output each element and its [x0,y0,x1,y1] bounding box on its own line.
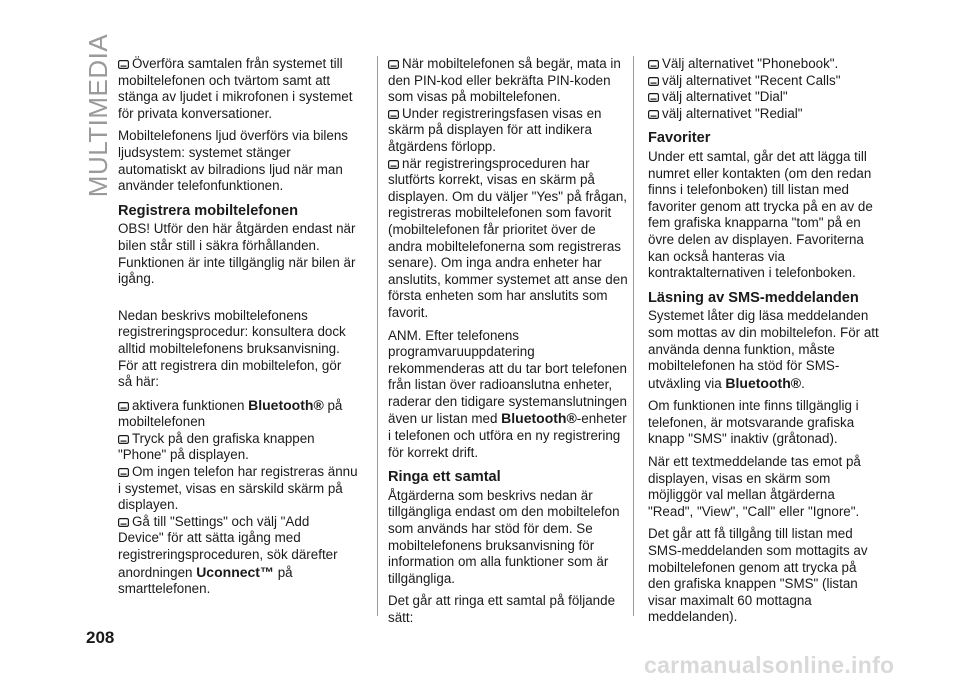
bullet-item: aktivera funktionen Bluetooth® på mobiltelefonen [118,396,343,430]
bullet-item: När mobiltelefonen så begär, mata in den PIN-kod eller bekräfta PIN-koden som visas på mobiltelefonen. [388,56,621,105]
phone-icon [118,468,129,476]
phone-icon [388,60,399,68]
paragraph: När ett textmeddelande tas emot på displayen, visas en skärm som möjliggör val mellan åtgärderna "Read", "View", "Call" eller "Ignore". [648,454,861,519]
bullet-item: när registreringsproceduren har slutförts korrekt, visas en skärm på displayen. Om du väljer "Yes" på frågan, registreras mobiltelefonen som favorit (mobiltelefonen får prioritet över de andra mobiltelefonerna som registreras senare). Om inga andra enheter har anslutits, kommer systemet att anse den första enheten som har anslutits som favorit. [388,155,628,320]
column-divider [377,56,378,616]
phone-icon [648,60,659,68]
phone-icon [648,110,659,118]
paragraph: Nedan beskrivs mobiltelefonens registreringsprocedur: konsultera dock alltid mobiltelefonens bruksanvisning. För att registrera din mobiltelefon, gör så här: [118,307,346,390]
phone-icon [388,110,399,118]
phone-icon [648,77,659,85]
bullet-item: Om ingen telefon har registreras ännu i systemet, visas en särskild skärm på displayen. [118,464,358,513]
bullet-item: Välj alternativet "Phonebook". [648,56,880,73]
paragraph: Om funktionen inte finns tillgänglig i telefonen, är motsvarande grafiska knapp "SMS" inaktiv (gråtonad). [648,398,859,447]
paragraph: Det går att ringa ett samtal på följande sätt: [388,593,616,625]
paragraph: ANM. Efter telefonens programvaruuppdatering rekommenderas att du tar bort telefonen från listan över radioanslutna enheter, raderar den tidigare systemanslutningen även ur listan med Bluetooth®-enheter i telefonen och utföra en ny registrering för korrekt drift. [388,327,627,460]
paragraph: Under ett samtal, går det att lägga till numret eller kontakten (om den redan finns i telefonboken) till listan med favoriter genom att trycka på en av de fem grafiska knapparna "tom" på en övre delen av displayen. Favoriterna kan också hanteras via kontraktalternativen i telefonboken. [648,148,873,281]
bullet-item: välj alternativet "Recent Calls" [648,73,880,90]
paragraph: Systemet låter dig läsa meddelanden som mottas av din mobiltelefon. För att använda denna funktion, måste mobiltelefonen ha stöd för SMS-utväxling via Bluetooth®. [648,308,879,391]
heading-sms-reading: Läsning av SMS-meddelanden [648,289,859,306]
bullet-item: Överföra samtalen från systemet till mobiltelefonen och tvärtom samt att stänga av ljudet i mikrofonen i systemet för privata konversationer. [118,56,353,121]
column-1 [118,56,358,598]
paragraph: Mobiltelefonens ljud överförs via bilens ljudsystem: systemet stänger automatiskt av bilradions ljud när man använder telefonfunktionen. [118,128,348,194]
section-title: MULTIMEDIA [83,33,114,197]
phone-icon [118,60,129,68]
phone-icon [118,435,129,443]
paragraph: OBS! Utför den här åtgärden endast när bilen står still i säkra förhållanden. Funktionen är inte tillgänglig när bilen är igång. [118,221,356,287]
bullet-item: välj alternativet "Redial" [648,106,880,123]
column-2 [388,56,628,633]
phone-icon [118,402,129,410]
bullet-item: Gå till "Settings" och välj "Add Device" för att sätta igång med registreringsproceduren, sök därefter anordningen Uconnect™ på smarttelefonen. [118,513,338,597]
phone-icon [388,160,399,168]
heading-make-call: Ringa ett samtal [388,469,501,486]
column-divider [633,56,634,616]
phone-icon [118,518,129,526]
bullet-item: Under registreringsfasen visas en skärm på displayen för att indikera åtgärdens förlopp. [388,105,602,154]
bullet-item: Tryck på den grafiska knappen "Phone" på displayen. [118,430,315,463]
paragraph: Det går att få tillgång till listan med SMS-meddelanden som mottagits av mobiltelefonen genom att trycka på den grafiska knappen "SMS" (listan visar maximalt 60 mottagna meddelanden). [648,526,868,625]
page-number: 208 [86,628,115,647]
heading-favorites: Favoriter [648,130,711,147]
paragraph: Åtgärderna som beskrivs nedan är tillgängliga endast om den mobiltelefon som används har stöd för dem. Se mobiltelefonens bruksanvisning för information om alla funktioner som är tillgängliga. [388,487,620,586]
heading-register-phone: Registrera mobiltelefonen [118,202,299,219]
phone-icon [648,93,659,101]
column-3 [648,56,880,632]
watermark: carmanualsonline.info [644,652,895,678]
bullet-item: välj alternativet "Dial" [648,89,880,106]
